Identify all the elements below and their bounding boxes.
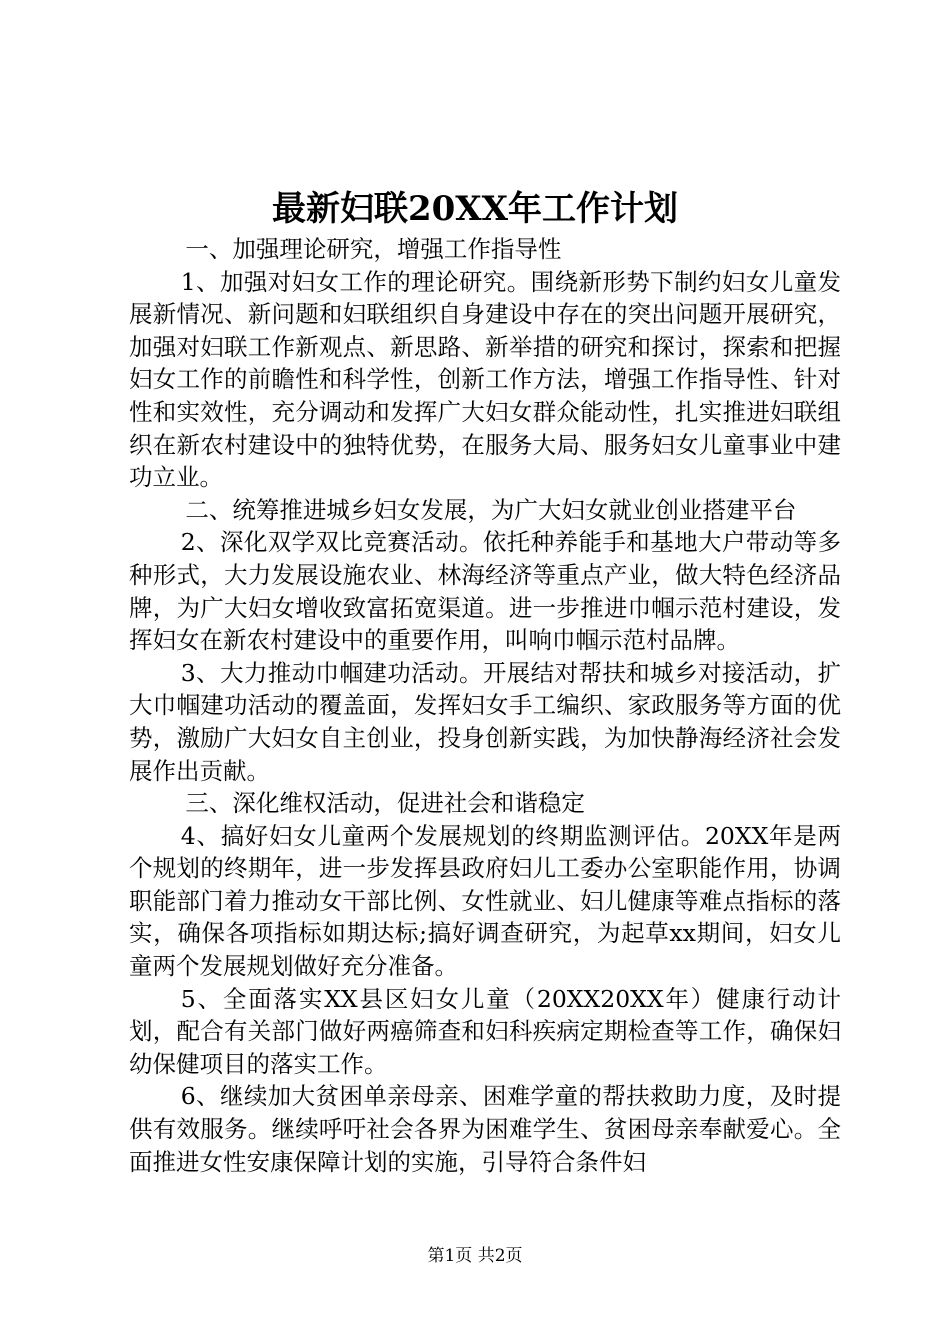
document-body — [129, 233, 841, 1178]
page-footer: 第1页 共2页 — [427, 1246, 523, 1266]
document-title: 最新妇联20XX年工作计划 — [271, 189, 679, 229]
paragraph-6: 6、继续加大贫困单亲母亲、困难学童的帮扶救助力度，及时提供有效服务。继续呼吁社会各界为困难学生、贫困母亲奉献爱心。全面推进女性安康保障计划的实施，引导符合条件妇 — [129, 1082, 841, 1176]
paragraph-3: 3、大力推动巾帼建功活动。开展结对帮扶和城乡对接活动，扩大巾帼建功活动的覆盖面，发挥妇女手工编织、家政服务等方面的优势，激励广大妇女自主创业，投身创新实践，为加快静海经济社会发展作出贡献。 — [129, 658, 841, 785]
paragraph-1: 1、加强对妇女工作的理论研究。围绕新形势下制约妇女儿童发展新情况、新问题和妇联组织自身建设中存在的突出问题开展研究，加强对妇联工作新观点、新思路、新举措的研究和探讨，探索和把握妇女工作的前瞻性和科学性，创新工作方法，增强工作指导性、针对性和实效性，充分调动和发挥广大妇女群众能动性，扎实推进妇联组织在新农村建设中的独特优势，在服务大局、服务妇女儿童事业中建功立业。 — [129, 267, 841, 492]
paragraph-4: 4、搞好妇女儿童两个发展规划的终期监测评估。20XX年是两个规划的终期年，进一步发挥县政府妇儿工委办公室职能作用，协调职能部门着力推动女干部比例、女性就业、妇儿健康等难点指标的落实，确保各项指标如期达标;搞好调查研究，为起草xx期间，妇女儿童两个发展规划做好充分准备。 — [129, 821, 841, 981]
section-heading-2: 二、统筹推进城乡妇女发展，为广大妇女就业创业搭建平台 — [185, 495, 797, 524]
paragraph-5: 5、全面落实XX县区妇女儿童（20XX20XX年）健康行动计划，配合有关部门做好两癌筛查和妇科疾病定期检查等工作，确保妇幼保健项目的落实工作。 — [129, 984, 841, 1078]
section-heading-3: 三、深化维权活动，促进社会和谐稳定 — [185, 789, 585, 818]
section-heading-1: 一、加强理论研究，增强工作指导性 — [185, 235, 562, 263]
paragraph-2: 2、深化双学双比竞赛活动。依托种养能手和基地大户带动等多种形式，大力发展设施农业、林海经济等重点产业，做大特色经济品牌，为广大妇女增收致富拓宽渠道。进一步推进巾帼示范村建设，发挥妇女在新农村建设中的重要作用，叫响巾帼示范村品牌。 — [129, 528, 841, 655]
